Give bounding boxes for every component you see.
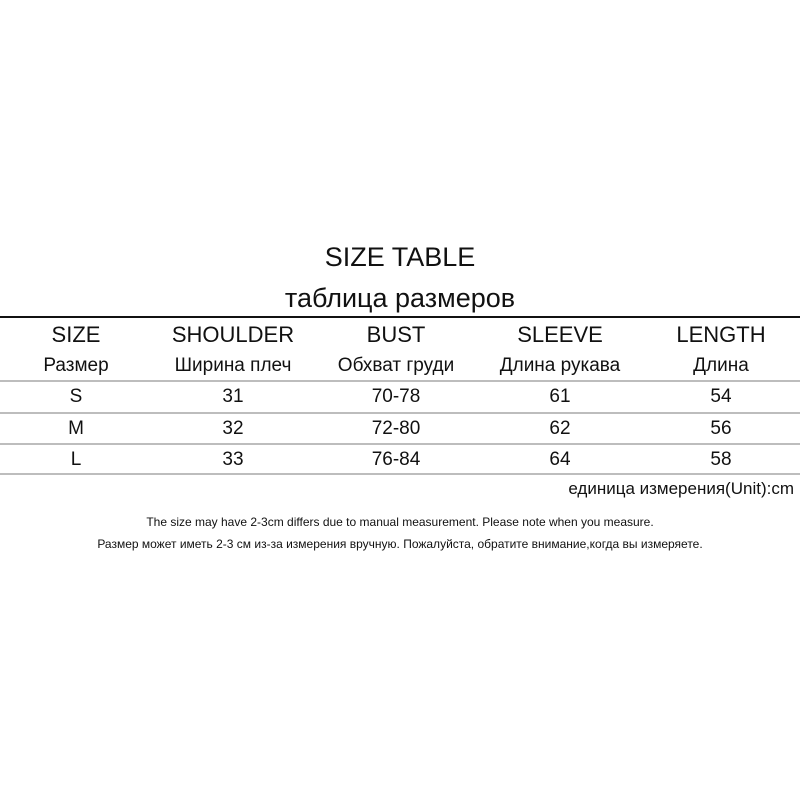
row-divider [0,412,800,414]
cell-length: 58 [710,449,732,470]
cell-size: L [70,449,82,470]
header-sleeve-ru: Длина рукава [499,355,621,376]
cell-shoulder: 32 [222,418,244,439]
header-row-english [0,321,800,349]
cell-bust: 70-78 [371,386,421,407]
header-shoulder-ru: Ширина плеч [174,355,292,376]
table-row [0,447,800,473]
row-divider [0,443,800,445]
cell-bust: 72-80 [371,418,421,439]
row-divider [0,380,800,382]
header-bust-ru: Обхват груди [337,355,455,376]
cell-bust: 76-84 [371,449,421,470]
cell-sleeve: 64 [549,449,571,470]
header-size: SIZE [51,322,101,347]
cell-shoulder: 31 [222,386,244,407]
header-bust: BUST [366,322,426,347]
cell-sleeve: 62 [549,418,571,439]
cell-shoulder: 33 [222,449,244,470]
cell-size: M [68,418,84,439]
header-shoulder: SHOULDER [171,322,295,347]
table-row [0,384,800,410]
header-length: LENGTH [676,322,766,347]
cell-length: 56 [710,418,732,439]
measurement-note-russian: Размер может иметь 2-3 см из-за измерения вручную. Пожалуйста, обратите внимание,когда вы измеряете. [97,537,703,551]
title-english: SIZE TABLE [324,242,476,272]
header-length-ru: Длина [693,355,749,376]
cell-size: S [69,386,83,407]
title-russian: таблица размеров [284,283,516,313]
header-row-russian [0,353,800,379]
unit-note: единица измерения(Unit):cm [568,479,794,498]
table-top-rule [0,316,800,318]
measurement-note-english: The size may have 2-3cm differs due to manual measurement. Please note when you measure. [146,515,654,529]
cell-sleeve: 61 [549,386,571,407]
cell-length: 54 [710,386,732,407]
table-row [0,416,800,442]
header-sleeve: SLEEVE [517,322,603,347]
row-divider [0,473,800,475]
header-size-ru: Размер [43,355,109,376]
